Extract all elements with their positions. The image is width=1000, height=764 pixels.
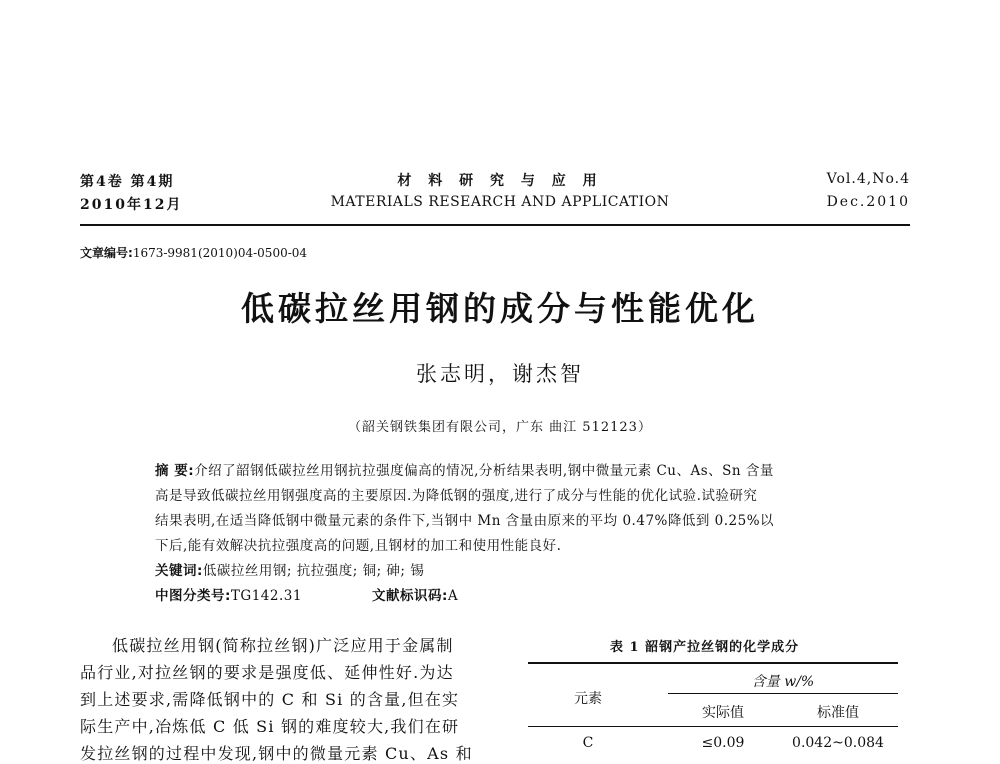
article-number: [80, 244, 307, 261]
volume-issue: 第4卷 第4期: [80, 174, 175, 190]
table-cell-actual: ≤0.09: [701, 735, 745, 751]
abstract-text-1: 介绍了韶钢低碳拉丝用钢抗拉强度偏高的情况,分析结果表明,钢中微量元素 Cu、As、Sn 含量: [194, 463, 774, 479]
table-header-standard: 标准值: [817, 705, 859, 721]
table-header-content: 含量 w/%: [751, 674, 815, 690]
table-caption: 表 1 韶钢产拉丝钢的化学成分: [610, 640, 800, 655]
body-line-4: 际生产中,冶炼低 C 低 Si 钢的难度较大,我们在研: [80, 717, 460, 736]
paper-title: 低碳拉丝用钢的成分与性能优化: [241, 289, 759, 328]
authors: 张志明，谢杰智: [416, 362, 584, 386]
date-en: Dec.2010: [826, 194, 910, 210]
abstract-line-3: 结果表明,在适当降低钢中微量元素的条件下,当钢中 Mn 含量由原来的平均 0.47%降低到 0.25%以: [155, 513, 775, 529]
keywords: [155, 559, 424, 579]
affiliation: （韶关钢铁集团有限公司，广东 曲江 512123）: [348, 420, 652, 435]
article-number-label: 文章编号:: [80, 246, 133, 260]
table-header-element: 元素: [574, 691, 602, 707]
table-cell-element: C: [582, 735, 594, 751]
table-header-actual: 实际值: [702, 705, 744, 721]
document-code-value: A: [447, 588, 459, 604]
date-cn: 2010年12月: [80, 197, 183, 213]
body-line-2: 品行业,对拉丝钢的要求是强度低、延伸性好.为达: [80, 663, 454, 682]
body-line-5: 发拉丝钢的过程中发现,钢中的微量元素 Cu、As 和: [80, 744, 473, 763]
volume-en: Vol.4,No.4: [826, 171, 910, 187]
document-code: [372, 584, 458, 604]
table-group-rule: [668, 693, 898, 694]
keywords-value: 低碳拉丝用钢; 抗拉强度; 铜; 砷; 锡: [202, 563, 425, 579]
body-line-3: 到上述要求,需降低钢中的 C 和 Si 的含量,但在实: [80, 690, 460, 709]
abstract-line-2: 高是导致低碳拉丝用钢强度高的主要原因.为降低钢的强度,进行了成分与性能的优化试验.试验研究: [155, 488, 758, 504]
abstract-line-1: [155, 459, 774, 479]
document-code-label: 文献标识码:: [372, 588, 448, 604]
clc-number: [155, 584, 302, 604]
journal-title-en: MATERIALS RESEARCH AND APPLICATION: [330, 194, 670, 210]
abstract-line-4: 下后,能有效解决抗拉强度高的问题,且钢材的加工和使用性能良好.: [155, 538, 562, 554]
table-cell-standard: 0.042~0.084: [792, 735, 884, 751]
body-line-1: 低碳拉丝用钢(简称拉丝钢)广泛应用于金属制: [112, 636, 454, 655]
table-top-rule: [528, 662, 898, 664]
keywords-label: 关键词:: [155, 563, 203, 579]
header-rule: [80, 224, 910, 226]
table-header-rule: [528, 726, 898, 727]
clc-value: TG142.31: [230, 588, 302, 604]
abstract-label: 摘 要:: [155, 463, 195, 479]
article-number-value: 1673-9981(2010)04-0500-04: [132, 246, 308, 260]
journal-title-cn: 材 料 研 究 与 应 用: [397, 173, 603, 189]
clc-label: 中图分类号:: [155, 588, 231, 604]
